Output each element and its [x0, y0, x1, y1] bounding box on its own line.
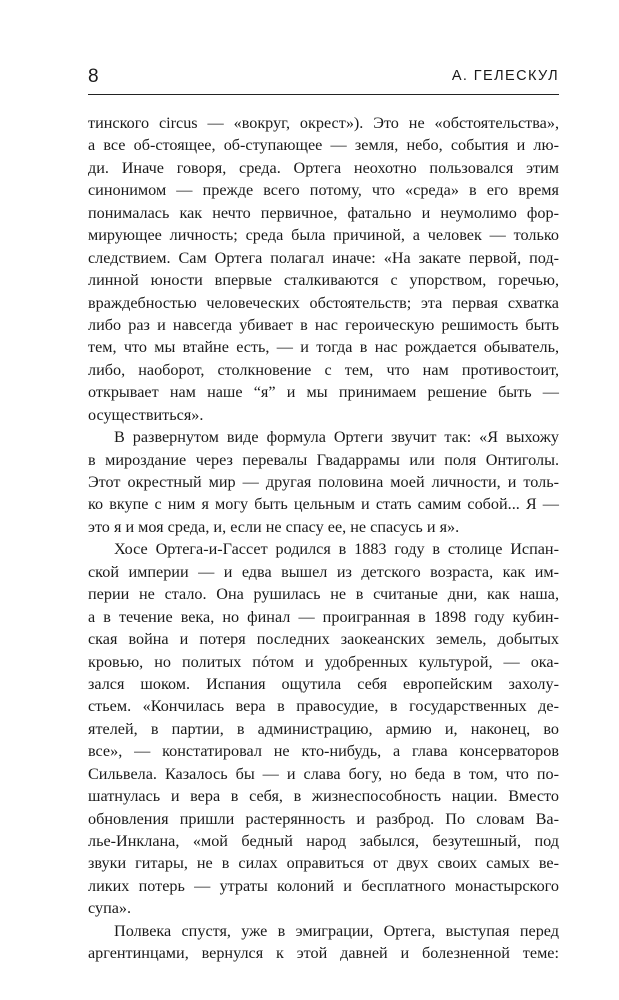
text-line: Полвека спустя, уже в эмиграции, Ортега, выступая перед — [114, 921, 559, 940]
text-line: либо, наоборот, столкновение с тем, что нам противостоит, — [88, 360, 559, 379]
text-line: кровью, но политых пóтом и удобренных культурой, — ока- — [88, 652, 559, 671]
paragraph — [88, 112, 559, 426]
text-line: ской империи — и едва вышел из детского возраста, как им- — [88, 562, 559, 581]
text-line: Хосе Ортега-и-Гассет родился в 1883 году в столице Испан- — [114, 540, 559, 559]
text-line: ятелей, в партии, в администрацию, армию и, наконец, во — [88, 719, 559, 738]
text-line: обновления пришли растерянность и разброд. По словам Ва- — [88, 809, 559, 828]
text-line: линной юности впервые сталкиваются с упорством, горечью, — [88, 271, 559, 290]
text-line: ди. Иначе говоря, среда. Ортега неохотно пользовался этим — [88, 158, 559, 177]
paragraph — [88, 920, 559, 965]
running-header — [88, 64, 559, 95]
text-line: следствием. Сам Ортега полагал иначе: «На закате первой, под- — [88, 248, 559, 267]
text-line: супа». — [88, 899, 132, 918]
text-line: мирующее личность; среда была причиной, а человек — только — [88, 226, 559, 245]
text-line: понималась как нечто первичное, фатально и неумолимо фор- — [88, 203, 559, 222]
text-line: открывает нам наше “я” и мы принимаем решение быть — — [88, 383, 559, 402]
text-line: все», — констатировал не кто-нибудь, а глава консерваторов — [88, 742, 559, 761]
body-text — [88, 112, 559, 965]
text-line: зался шоком. Испания ощутила себя европейским захолу- — [88, 674, 559, 693]
text-line: Сильвела. Казалось бы — и слава богу, но беда в том, что по- — [88, 764, 559, 783]
text-line: стьем. «Кончилась вера в правосудие, в государственных де- — [88, 697, 559, 716]
text-line: либо раз и навсегда убивает в нас героическую решимость быть — [88, 315, 559, 334]
page-number: 8 — [88, 66, 100, 87]
text-line: ко вкупе с ним я могу быть цельным и стать самим собой... Я — — [88, 495, 559, 514]
text-line: это я и моя среда, и, если не спасу ее, не спасусь и я». — [88, 517, 460, 536]
text-line: синонимом — прежде всего потому, что «среда» в его время — [88, 181, 559, 200]
text-line: тинского circus — «вокруг, окрест»). Это не «обстоятельства», — [88, 114, 559, 132]
text-line: в мироздание через перевалы Гвадаррамы или поля Онтиголы. — [88, 450, 559, 469]
text-line: Этот окрестный мир — другая половина моей личности, и толь- — [88, 473, 559, 491]
text-line: враждебностью человеческих обстоятельств; эта первая схватка — [88, 293, 559, 312]
text-line: аргентинцами, вернулся к этой давней и болезненной теме: — [88, 944, 559, 963]
text-line: ликих потерь — утраты колоний и бесплатного монастырского — [88, 876, 559, 895]
running-head-author: А. ГЕЛЕСКУЛ — [451, 68, 559, 84]
text-line: лье-Инклана, «мой бедный народ забылся, безутешный, под — [88, 832, 559, 850]
text-line: тем, что мы втайне есть, — и тогда в нас рождается обыватель, — [88, 338, 559, 357]
text-line: В развернутом виде формула Ортеги звучит так: «Я выхожу — [114, 428, 559, 447]
text-line: осуществиться». — [88, 405, 204, 424]
text-line: шатнулась и вера в себя, в жизнеспособность нации. Вместо — [88, 787, 559, 806]
paragraph — [88, 426, 559, 538]
text-line: перии не стало. Она рушилась не в считаные дни, как наша, — [88, 585, 559, 604]
text-line: звуки гитары, не в силах оправиться от двух своих самых ве- — [88, 854, 559, 873]
text-line: а все об-стоящее, об-ступающее — земля, небо, события и лю- — [88, 136, 559, 155]
paragraph — [88, 538, 559, 919]
text-line: ская война и потеря последних заокеанских земель, добытых — [88, 630, 559, 649]
text-line: а в течение века, но финал — проигранная в 1898 году кубин- — [88, 607, 559, 626]
